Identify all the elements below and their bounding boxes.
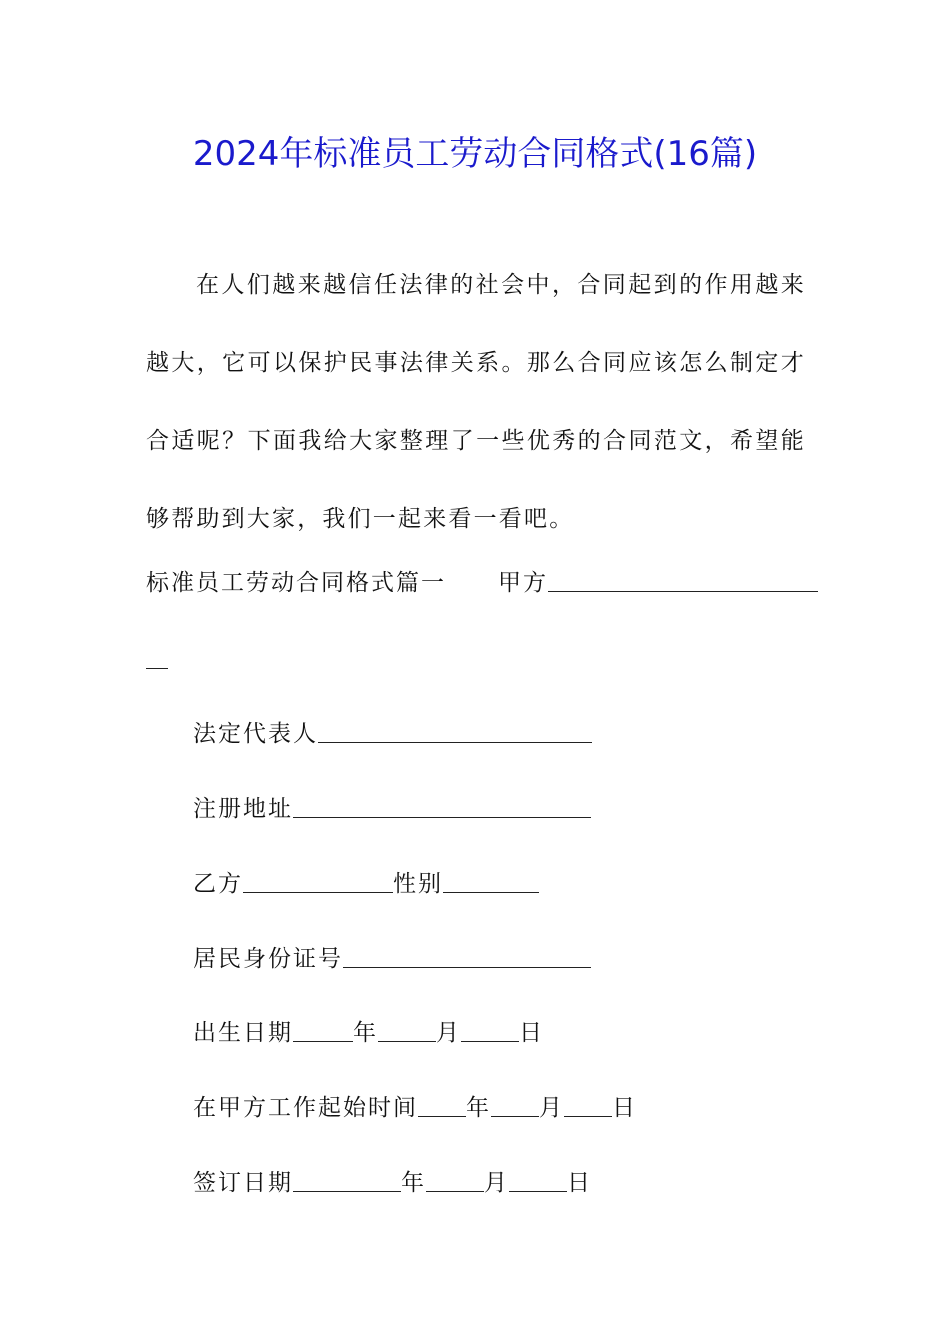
party-a-blank[interactable] — [548, 565, 818, 592]
legal-rep-label: 法定代表人 — [193, 721, 318, 747]
legal-rep-blank[interactable] — [318, 716, 592, 743]
sign-date-label: 签订日期 — [193, 1170, 293, 1196]
party-b-line — [193, 864, 539, 904]
birth-year-label: 年 — [353, 1020, 378, 1046]
id-number-line — [193, 939, 591, 979]
section-heading-line — [146, 563, 818, 603]
party-a-blank-overflow[interactable] — [146, 642, 168, 669]
party-a-blank-continued — [146, 640, 168, 680]
party-b-label: 乙方 — [193, 871, 243, 897]
start-year-label: 年 — [466, 1095, 491, 1121]
id-number-blank[interactable] — [343, 941, 591, 968]
sign-month-blank[interactable] — [426, 1165, 484, 1192]
party-b-blank[interactable] — [243, 866, 393, 893]
reg-address-line — [193, 789, 591, 829]
start-day-blank[interactable] — [564, 1090, 612, 1117]
intro-paragraph: 在人们越来越信任法律的社会中，合同起到的作用越来越大，它可以保护民事法律关系。那么合同应该怎么制定才合适呢？下面我给大家整理了一些优秀的合同范文，希望能够帮助到大家，我们一起来看一看吧。 — [146, 272, 806, 532]
party-a-label: 甲方 — [498, 570, 548, 596]
sign-year-blank[interactable] — [293, 1165, 401, 1192]
sign-day-label: 日 — [567, 1170, 592, 1196]
sign-date-line — [193, 1163, 592, 1203]
document-title: 2024年标准员工劳动合同格式(16篇) — [192, 134, 758, 174]
id-number-label: 居民身份证号 — [193, 946, 343, 972]
sign-day-blank[interactable] — [509, 1165, 567, 1192]
start-work-label: 在甲方工作起始时间 — [193, 1095, 418, 1121]
start-month-label: 月 — [539, 1095, 564, 1121]
sign-month-label: 月 — [484, 1170, 509, 1196]
start-year-blank[interactable] — [418, 1090, 466, 1117]
gender-blank[interactable] — [443, 866, 539, 893]
start-work-line — [193, 1088, 637, 1128]
birth-date-label: 出生日期 — [193, 1020, 293, 1046]
birth-month-label: 月 — [436, 1020, 461, 1046]
birth-day-label: 日 — [519, 1020, 544, 1046]
legal-rep-line — [193, 714, 592, 754]
birth-date-line — [193, 1013, 544, 1053]
birth-month-blank[interactable] — [378, 1015, 436, 1042]
start-day-label: 日 — [612, 1095, 637, 1121]
birth-year-blank[interactable] — [293, 1015, 353, 1042]
gender-label: 性别 — [393, 871, 443, 897]
birth-day-blank[interactable] — [461, 1015, 519, 1042]
section-heading: 标准员工劳动合同格式篇一 — [146, 570, 446, 596]
reg-address-blank[interactable] — [293, 791, 591, 818]
sign-year-label: 年 — [401, 1170, 426, 1196]
start-month-blank[interactable] — [491, 1090, 539, 1117]
reg-address-label: 注册地址 — [193, 796, 293, 822]
